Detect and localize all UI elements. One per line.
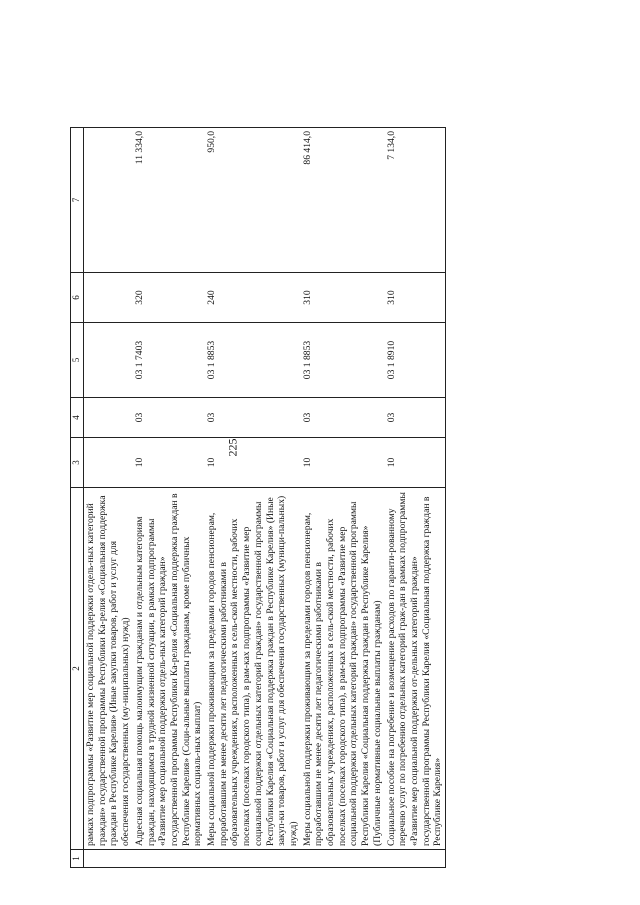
cell-target-article: [84, 323, 133, 398]
cell-description: Меры социальной поддержки проживающим за пределами городов пенсионерам, проработавшим не менее десяти лет педагогическими работниками в образовательных учреждениях, расположенных в сель-ской местности, рабочих поселках (поселках городского типа), в рам-ках подпрограммы «Развитие мер социальной поддержки отдельных категорий граждан» государственной программы Республики Карелия «Социальная поддержка граждан в Республике Карелия» (Иные закуп-ки товаров, работ и услуг для обеспечения государственных (муници-пальных) нужд): [205, 488, 301, 850]
cell-subsection: 03: [133, 398, 205, 438]
cell-amount: 7 134,0: [385, 128, 446, 273]
cell-expense-type: 240: [205, 273, 301, 323]
cell-expense-type: 310: [301, 273, 385, 323]
cell-expense-type: [84, 273, 133, 323]
budget-table: [70, 127, 446, 868]
cell-section: 10: [205, 438, 301, 488]
column-header: 6: [71, 273, 84, 323]
cell-col1: [84, 850, 133, 868]
table-row: [133, 128, 205, 868]
cell-subsection: 03: [205, 398, 301, 438]
cell-expense-type: 320: [133, 273, 205, 323]
cell-amount: 950,0: [205, 128, 301, 273]
cell-subsection: 03: [385, 398, 446, 438]
cell-section: 10: [301, 438, 385, 488]
cell-target-article: 03 1 7403: [133, 323, 205, 398]
cell-description: Меры социальной поддержки проживающим за пределами городов пенсионерам, проработавшим не менее десяти лет педагогическими работниками в образовательных учреждениях, расположенных в сель-ской местности, рабочих поселках (поселках городского типа), в рам-ках подпрограммы «Развитие мер социальной поддержки отдельных категорий граждан» государственной программы Республики Карелия «Социальная поддержка граждан в Республике Карелия» (Публичные нормативные социальные выплаты гражданам): [301, 488, 385, 850]
table-row: [385, 128, 446, 868]
table-row: [84, 128, 133, 868]
cell-section: [84, 438, 133, 488]
cell-col1: [205, 850, 301, 868]
cell-col1: [385, 850, 446, 868]
cell-col1: [133, 850, 205, 868]
cell-subsection: [84, 398, 133, 438]
cell-section: 10: [133, 438, 205, 488]
cell-expense-type: 310: [385, 273, 446, 323]
page-number: 225: [225, 438, 240, 457]
cell-col1: [301, 850, 385, 868]
cell-target-article: 03 1 8853: [301, 323, 385, 398]
cell-amount: 86 414,0: [301, 128, 385, 273]
column-header: 3: [71, 438, 84, 488]
cell-amount: 11 334,0: [133, 128, 205, 273]
cell-subsection: 03: [301, 398, 385, 438]
table-row: [301, 128, 385, 868]
column-header: 1: [71, 850, 84, 868]
column-header: 4: [71, 398, 84, 438]
cell-section: 10: [385, 438, 446, 488]
column-header: 7: [71, 128, 84, 273]
cell-description: Социальное пособие на погребение и возмещение расходов по гаранти-рованному перечню услуг по погребению отдельных категорий граж-дан в рамках подпрограммы «Развитие мер социальной поддержки от-дельных категорий граждан» государственной программы Республики Карелия «Социальная поддержка граждан в Республике Карелия»: [385, 488, 446, 850]
table-row: [205, 128, 301, 868]
table-header-row: [71, 128, 84, 868]
column-header: 2: [71, 488, 84, 850]
rotated-page-content: [70, 128, 590, 868]
cell-description: Адресная социальная помощь малоимущим гражданам и отдельным категориям граждан, находящимся в трудной жизненной ситуации, в рамках подпрограммы «Развитие мер социальной поддержки отдель-ных категорий граждан» государственной программы Республики Ка-релия «Социальная поддержка граждан в Республике Карелия» (Соци-альные выплаты гражданам, кроме публичных нормативных социаль-ных выплат): [133, 488, 205, 850]
cell-amount: [84, 128, 133, 273]
cell-description: рамках подпрограммы «Развитие мер социальной поддержки отдель-ных категорий граждан» государственной программы Республики Ка-релия «Социальная поддержка граждан в Республике Карелия» (Иные закупки товаров, работ и услуг для обеспечения государственных (му-ниципальных) нужд): [84, 488, 133, 850]
cell-target-article: 03 1 8910: [385, 323, 446, 398]
cell-target-article: 03 1 8853: [205, 323, 301, 398]
column-header: 5: [71, 323, 84, 398]
